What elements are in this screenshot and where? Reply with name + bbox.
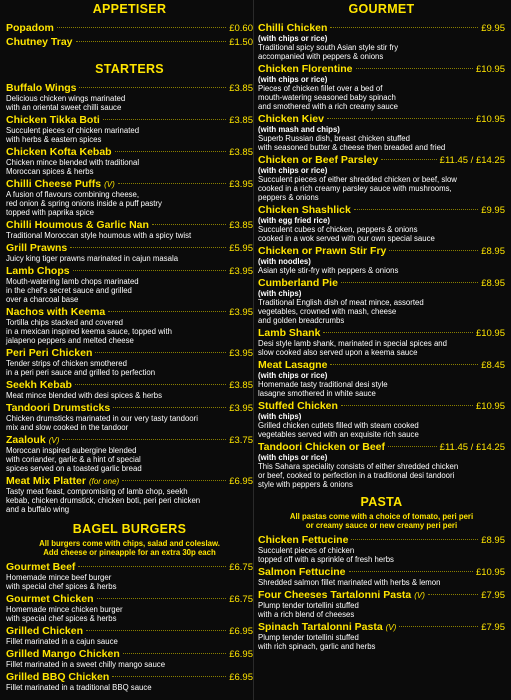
dot-leader (152, 224, 226, 225)
menu-item (6, 242, 253, 263)
menu-item-name: Seekh Kebab (6, 379, 72, 391)
menu-item-tag: (V) (48, 436, 60, 445)
menu-item-price: £6.75 (229, 562, 253, 573)
menu-item-name: Lamb Chops (6, 265, 70, 277)
dot-leader (323, 332, 473, 333)
menu-item-price: £6.95 (229, 626, 253, 637)
menu-item-description: Superb Russian dish, breast chicken stuffed (258, 134, 410, 143)
menu-item (6, 671, 253, 692)
menu-item-description: with herbs & eastern spices (6, 135, 102, 144)
menu-item-name: Gourmet Beef (6, 561, 76, 573)
menu-item-price: £10.95 (475, 64, 505, 75)
menu-item-description: kebab, chicken drumstick, chicken boti, peri peri chicken (6, 496, 201, 505)
left-column (6, 0, 253, 694)
menu-item-description: with coriander, garlic & a hint of special (6, 455, 141, 464)
menu-item-serving: (with mash and chips) (258, 125, 340, 134)
menu-item (6, 178, 253, 217)
menu-item-description: Shredded salmon fillet marinated with herbs & lemon (258, 578, 441, 587)
menu-item-name: Zaalouk (6, 434, 46, 446)
menu-item (258, 566, 505, 587)
menu-item-name: Grilled BBQ Chicken (6, 671, 110, 683)
menu-item-description: with an oriental sweet chilli sauce (6, 103, 122, 112)
dot-leader (76, 41, 227, 42)
menu-item-name: Meat Lasagne (258, 359, 328, 371)
menu-item-price: £8.45 (481, 360, 505, 371)
dot-leader (70, 247, 226, 248)
dot-leader (341, 405, 473, 406)
menu-item-name: Chicken or Prawn Stir Fry (258, 245, 387, 257)
dot-leader (97, 598, 227, 599)
menu-item-name: Chilli Chicken (258, 22, 328, 34)
menu-item-row (258, 277, 505, 289)
menu-item-description: Fillet marinated in a cajun sauce (6, 637, 118, 646)
dot-leader (351, 539, 478, 540)
menu-item-price: £10.95 (475, 114, 505, 125)
menu-item-row (258, 441, 505, 453)
menu-item-description: and a buffalo wing (6, 505, 70, 514)
menu-item-row (6, 265, 253, 277)
section-title-pasta: PASTA (360, 495, 403, 509)
menu-item (6, 265, 253, 304)
menu-item-description: peppers & onions (258, 193, 319, 202)
menu-item-row (6, 402, 253, 414)
menu-item-row (258, 22, 505, 34)
dot-leader (327, 118, 473, 119)
dot-leader (113, 407, 226, 408)
menu-item-name: Meat Mix Platter (6, 475, 86, 487)
menu-item-description: Traditional English dish of meat mince, assorted (258, 298, 424, 307)
menu-item-description: Juicy king tiger prawns marinated in cajun masala (6, 254, 179, 263)
menu-item-price: £5.95 (229, 243, 253, 254)
menu-item-description: Succulent pieces of chicken (258, 546, 355, 555)
menu-item-row (6, 306, 253, 318)
menu-item-description: Homemade mince chicken burger (6, 605, 123, 614)
menu-item-price: £8.95 (481, 246, 505, 257)
menu-item-row (258, 63, 505, 75)
section-title-starters: STARTERS (95, 62, 164, 76)
menu-item-price: £3.85 (229, 83, 253, 94)
menu-item-description: or beef, cooked to perfection in a traditional desi tandoori (258, 471, 455, 480)
menu-item-price: £3.75 (229, 435, 253, 446)
dot-leader (57, 27, 226, 28)
section-title-appetiser: APPETISER (92, 2, 167, 16)
menu-item-description: red onion & spring onions inside a puff pastry (6, 199, 162, 208)
dot-leader (112, 676, 226, 677)
menu-item-description: accompanied with peppers & onions (258, 52, 384, 61)
menu-item (258, 534, 505, 564)
menu-item-price: £0.60 (229, 23, 253, 34)
menu-item-name: Chilli Houmous & Garlic Nan (6, 219, 149, 231)
menu-item (258, 63, 505, 111)
menu-item-description: Homemade tasty traditional desi style (258, 380, 388, 389)
menu-item-row (6, 82, 253, 94)
dot-leader (388, 446, 437, 447)
menu-item-description: Moroccan inspired aubergine blended (6, 446, 137, 455)
bagel-burgers-note-line: Add cheese or pineapple for an extra 30p each (43, 548, 216, 557)
menu-item-name: Grilled Mango Chicken (6, 648, 120, 660)
menu-item-tag: (V) (104, 180, 115, 189)
right-column (258, 0, 505, 653)
menu-item-description: Fillet marinated in a traditional BBQ sauce (6, 683, 152, 692)
dot-leader (103, 119, 226, 120)
pasta-note (258, 512, 505, 530)
menu-item-price: £7.95 (481, 590, 505, 601)
menu-item-description: topped off with a sprinkle of fresh herbs (258, 555, 394, 564)
menu-item (6, 146, 253, 176)
menu-item-row (6, 561, 253, 573)
menu-item-row (6, 219, 253, 231)
menu-item-description: in the chef's secret sauce and grilled (6, 286, 132, 295)
menu-item-name: Chilli Cheese Puffs (6, 178, 102, 190)
menu-item-row (6, 593, 253, 605)
dot-leader (62, 439, 226, 440)
menu-item-row (6, 671, 253, 683)
menu-item-description: Succulent pieces of chicken marinated (6, 126, 140, 135)
menu-item (6, 648, 253, 669)
dot-leader (122, 480, 226, 481)
menu-item (6, 475, 253, 514)
menu-item-description: with special chef spices & herbs (6, 614, 117, 623)
menu-item-description: with a rich blend of cheeses (258, 610, 355, 619)
menu-item-row (258, 154, 505, 166)
menu-item-row (6, 625, 253, 637)
menu-item-description: in a peri peri sauce and grilled to perfection (6, 368, 156, 377)
menu-item-description: lasagne smothered in white sauce (258, 389, 376, 398)
pasta-list (258, 534, 505, 651)
menu-item-row (258, 589, 505, 601)
starters-list (6, 82, 253, 514)
menu-item-description: Pieces of chicken fillet over a bed of (258, 84, 383, 93)
menu-item-name: Grill Prawns (6, 242, 68, 254)
menu-item-description: Chicken drumsticks marinated in our very tasty tandoori (6, 414, 198, 423)
dot-leader (75, 384, 226, 385)
menu-item-description: Plump tender tortellini stuffed (258, 633, 359, 642)
menu-item-price: £1.50 (229, 37, 253, 48)
menu-item-description: Succulent pieces of either shredded chicken or beef, slow (258, 175, 457, 184)
bagel-burgers-list (6, 561, 253, 692)
menu-item-description: Asian style stir-fry with peppers & onions (258, 266, 399, 275)
menu-item-row (6, 347, 253, 359)
menu-item-name: Popadom (6, 22, 54, 34)
menu-item-description: This Sahara speciality consists of either shredded chicken (258, 462, 459, 471)
menu-item-description: slow cooked also served upon a keema sauce (258, 348, 418, 357)
dot-leader (86, 630, 226, 631)
column-divider (253, 0, 254, 700)
menu-item-name: Gourmet Chicken (6, 593, 94, 605)
menu-item-description: topped with paprika spice (6, 208, 94, 217)
menu-item-price: £3.85 (229, 147, 253, 158)
menu-item (6, 82, 253, 112)
appetiser-list (6, 22, 253, 48)
menu-item-name: Buffalo Wings (6, 82, 77, 94)
menu-item-price: £8.95 (481, 278, 505, 289)
menu-item (258, 359, 505, 398)
menu-item (258, 154, 505, 202)
menu-item-serving: (with chips or rice) (258, 75, 328, 84)
menu-item (6, 347, 253, 377)
dot-leader (79, 87, 226, 88)
menu-item (258, 113, 505, 152)
dot-leader (73, 270, 227, 271)
menu-item-description: over a charcoal base (6, 295, 79, 304)
menu-item (258, 327, 505, 357)
menu-item-description: Plump tender tortellini stuffed (258, 601, 359, 610)
menu-item-description: jalapeno peppers and melted cheese (6, 336, 134, 345)
menu-item-row (6, 475, 253, 487)
dot-leader (341, 282, 478, 283)
menu-item (6, 22, 253, 34)
menu-item-description: Mouth-watering lamb chops marinated (6, 277, 139, 286)
menu-item-description: Traditional Moroccan style houmous with a spicy twist (6, 231, 192, 240)
menu-item-name: Chicken Kofta Kebab (6, 146, 112, 158)
menu-item-row (6, 648, 253, 660)
dot-leader (123, 653, 226, 654)
menu-item-price: £3.85 (229, 380, 253, 391)
menu-item-row (258, 359, 505, 371)
menu-item-description: style with peppers & onions (258, 480, 353, 489)
dot-leader (389, 250, 478, 251)
dot-leader (330, 364, 478, 365)
menu-item (258, 245, 505, 275)
menu-item-row (6, 379, 253, 391)
menu-item-price: £11.45 / £14.25 (439, 155, 505, 166)
menu-item-price: £9.95 (481, 23, 505, 34)
menu-item-row (6, 36, 253, 48)
menu-item-serving: (with noodles) (258, 257, 311, 266)
menu-item-row (258, 400, 505, 412)
menu-item-price: £3.85 (229, 220, 253, 231)
menu-item-row (258, 566, 505, 578)
menu-item-tag: (V) (385, 623, 397, 632)
menu-item-description: Meat mince blended with desi spices & herbs (6, 391, 163, 400)
menu-item-price: £6.95 (229, 649, 253, 660)
menu-item (6, 561, 253, 591)
menu-item-serving: (with chips or rice) (258, 34, 328, 43)
pasta-note-line: or creamy sauce or new creamy peri peri (305, 521, 458, 530)
dot-leader (115, 151, 227, 152)
menu-item-row (6, 242, 253, 254)
menu-item-description: Fillet marinated in a sweet chilly mango sauce (6, 660, 166, 669)
menu-item-description: mouth-watering seasoned baby spinach (258, 93, 396, 102)
menu-item-description: Chicken mince blended with traditional (6, 158, 140, 167)
menu-item-name: Cumberland Pie (258, 277, 338, 289)
menu-item (6, 625, 253, 646)
menu-item-tag: (V) (414, 591, 425, 600)
menu-item-name: Four Cheeses Tartalonni Pasta (258, 589, 412, 601)
menu-item-description: Desi style lamb shank, marinated in special spices and (258, 339, 447, 348)
dot-leader (354, 209, 478, 210)
bagel-burgers-note (6, 539, 253, 557)
menu-item-price: £3.95 (229, 266, 253, 277)
menu-item (258, 277, 505, 325)
dot-leader (330, 27, 478, 28)
menu-item (258, 204, 505, 243)
menu-item (6, 114, 253, 144)
menu-item-description: Moroccan spices & herbs (6, 167, 94, 176)
menu-item-name: Stuffed Chicken (258, 400, 338, 412)
menu-item-row (6, 146, 253, 158)
menu-item-description: Delicious chicken wings marinated (6, 94, 126, 103)
menu-item-row (258, 113, 505, 125)
menu-item-row (258, 621, 505, 633)
menu-item-description: cooked in a wok served with our own special sauce (258, 234, 435, 243)
menu-item-description: cooked in a rich creamy parsley sauce with mushrooms, (258, 184, 452, 193)
menu-item-description: with rich spinach, garlic and herbs (258, 642, 376, 651)
menu-item-serving: (with chips) (258, 289, 302, 298)
menu-item-description: A fusion of flavours combining cheese, (6, 190, 140, 199)
menu-item-name: Chicken or Beef Parsley (258, 154, 379, 166)
menu-item (258, 441, 505, 489)
menu-item-description: vegetables served with an exquisite rich sauce (258, 430, 419, 439)
menu-item-row (6, 434, 253, 446)
menu-item-price: £3.95 (229, 348, 253, 359)
menu-item-name: Chicken Shashlick (258, 204, 351, 216)
menu-item (6, 306, 253, 345)
menu-item (258, 400, 505, 439)
menu-item-description: with seasoned butter & cheese then breaded and fried (258, 143, 446, 152)
menu-item-description: Grilled chicken cutlets filled with steam cooked (258, 421, 419, 430)
menu-item-price: £7.95 (481, 622, 505, 633)
menu-item-row (258, 204, 505, 216)
menu-item-price: £10.95 (475, 567, 505, 578)
menu-item-price: £10.95 (475, 328, 505, 339)
menu-item-price: £6.75 (229, 594, 253, 605)
menu-item-price: £6.95 (229, 476, 253, 487)
menu-item-name: Chicken Florentine (258, 63, 353, 75)
menu-item (6, 219, 253, 240)
menu-item-tag: (for one) (88, 477, 120, 486)
pasta-note-line: All pastas come with a choice of tomato, peri peri (289, 512, 474, 521)
menu-item-name: Lamb Shank (258, 327, 321, 339)
menu-item-name: Peri Peri Chicken (6, 347, 93, 359)
menu-item-name: Grilled Chicken (6, 625, 84, 637)
menu-item-price: £3.95 (229, 307, 253, 318)
gourmet-list (258, 22, 505, 489)
menu-item-price: £9.95 (481, 205, 505, 216)
menu-item-name: Salmon Fettucine (258, 566, 346, 578)
menu-item-serving: (with egg fried rice) (258, 216, 330, 225)
dot-leader (399, 626, 478, 627)
dot-leader (356, 68, 473, 69)
section-title-gourmet: GOURMET (348, 2, 415, 16)
menu-item-serving: (with chips) (258, 412, 302, 421)
menu-item-description: in a mexican inspired keema sauce, topped with (6, 327, 172, 336)
menu-item-description: Tender strips of chicken smothered (6, 359, 127, 368)
menu-item (6, 402, 253, 432)
menu-item (6, 593, 253, 623)
menu-item-description: Succulent cubes of chicken, peppers & onions (258, 225, 418, 234)
menu-item-name: Tandoori Chicken or Beef (258, 441, 385, 453)
menu-item (6, 379, 253, 400)
menu-item-description: spices served on a toasted garlic bread (6, 464, 142, 473)
dot-leader (428, 594, 478, 595)
menu-item (6, 36, 253, 48)
dot-leader (349, 571, 473, 572)
menu-item-description: mix and slow cooked in the tandoor (6, 423, 129, 432)
menu-item-row (6, 22, 253, 34)
menu-item-description: and smothered with a rich creamy sauce (258, 102, 398, 111)
section-title-bagel-burgers: BAGEL BURGERS (72, 522, 187, 536)
menu-item-price: £3.85 (229, 115, 253, 126)
menu-item-description: Tasty meat feast, compromising of lamb chop, seekh (6, 487, 188, 496)
menu-item-description: with special chef spices & herbs (6, 582, 117, 591)
menu-item-description: vegetables, crowned with mash, cheese (258, 307, 397, 316)
menu-item-price: £10.95 (475, 401, 505, 412)
menu-item-description: Traditional spicy south Asian style stir fry (258, 43, 399, 52)
menu-item-row (6, 114, 253, 126)
menu-item-row (258, 534, 505, 546)
menu-item-name: Chicken Kiev (258, 113, 324, 125)
menu-item-price: £3.95 (229, 403, 253, 414)
menu-item-price: £6.95 (229, 672, 253, 683)
dot-leader (95, 352, 226, 353)
bagel-burgers-note-line: All burgers come with chips, salad and coleslaw. (39, 539, 220, 548)
dot-leader (381, 159, 436, 160)
menu-item (6, 434, 253, 473)
menu-item (258, 589, 505, 619)
menu-item-row (6, 178, 253, 190)
menu-item-name: Chicken Tikka Boti (6, 114, 100, 126)
menu-item (258, 621, 505, 651)
menu-item-price: £3.95 (229, 179, 253, 190)
menu-item-name: Chutney Tray (6, 36, 73, 48)
menu-item-serving: (with chips or rice) (258, 166, 328, 175)
menu-item-name: Spinach Tartalonni Pasta (258, 621, 383, 633)
menu-item-name: Tandoori Drumsticks (6, 402, 111, 414)
menu-item-price: £11.45 / £14.25 (439, 442, 505, 453)
menu-item-row (258, 245, 505, 257)
dot-leader (118, 183, 226, 184)
menu-item-serving: (with chips or rice) (258, 371, 328, 380)
menu-item-name: Nachos with Keema (6, 306, 106, 318)
menu-item-description: and golden breadcrumbs (258, 316, 345, 325)
dot-leader (78, 566, 226, 567)
menu-item-description: Tortilla chips stacked and covered (6, 318, 124, 327)
menu-item-description: Homemade mince beef burger (6, 573, 112, 582)
menu-item-price: £8.95 (481, 535, 505, 546)
menu-item (258, 22, 505, 61)
dot-leader (108, 311, 226, 312)
menu-item-serving: (with chips or rice) (258, 453, 328, 462)
menu-item-name: Chicken Fettucine (258, 534, 349, 546)
menu-item-row (258, 327, 505, 339)
